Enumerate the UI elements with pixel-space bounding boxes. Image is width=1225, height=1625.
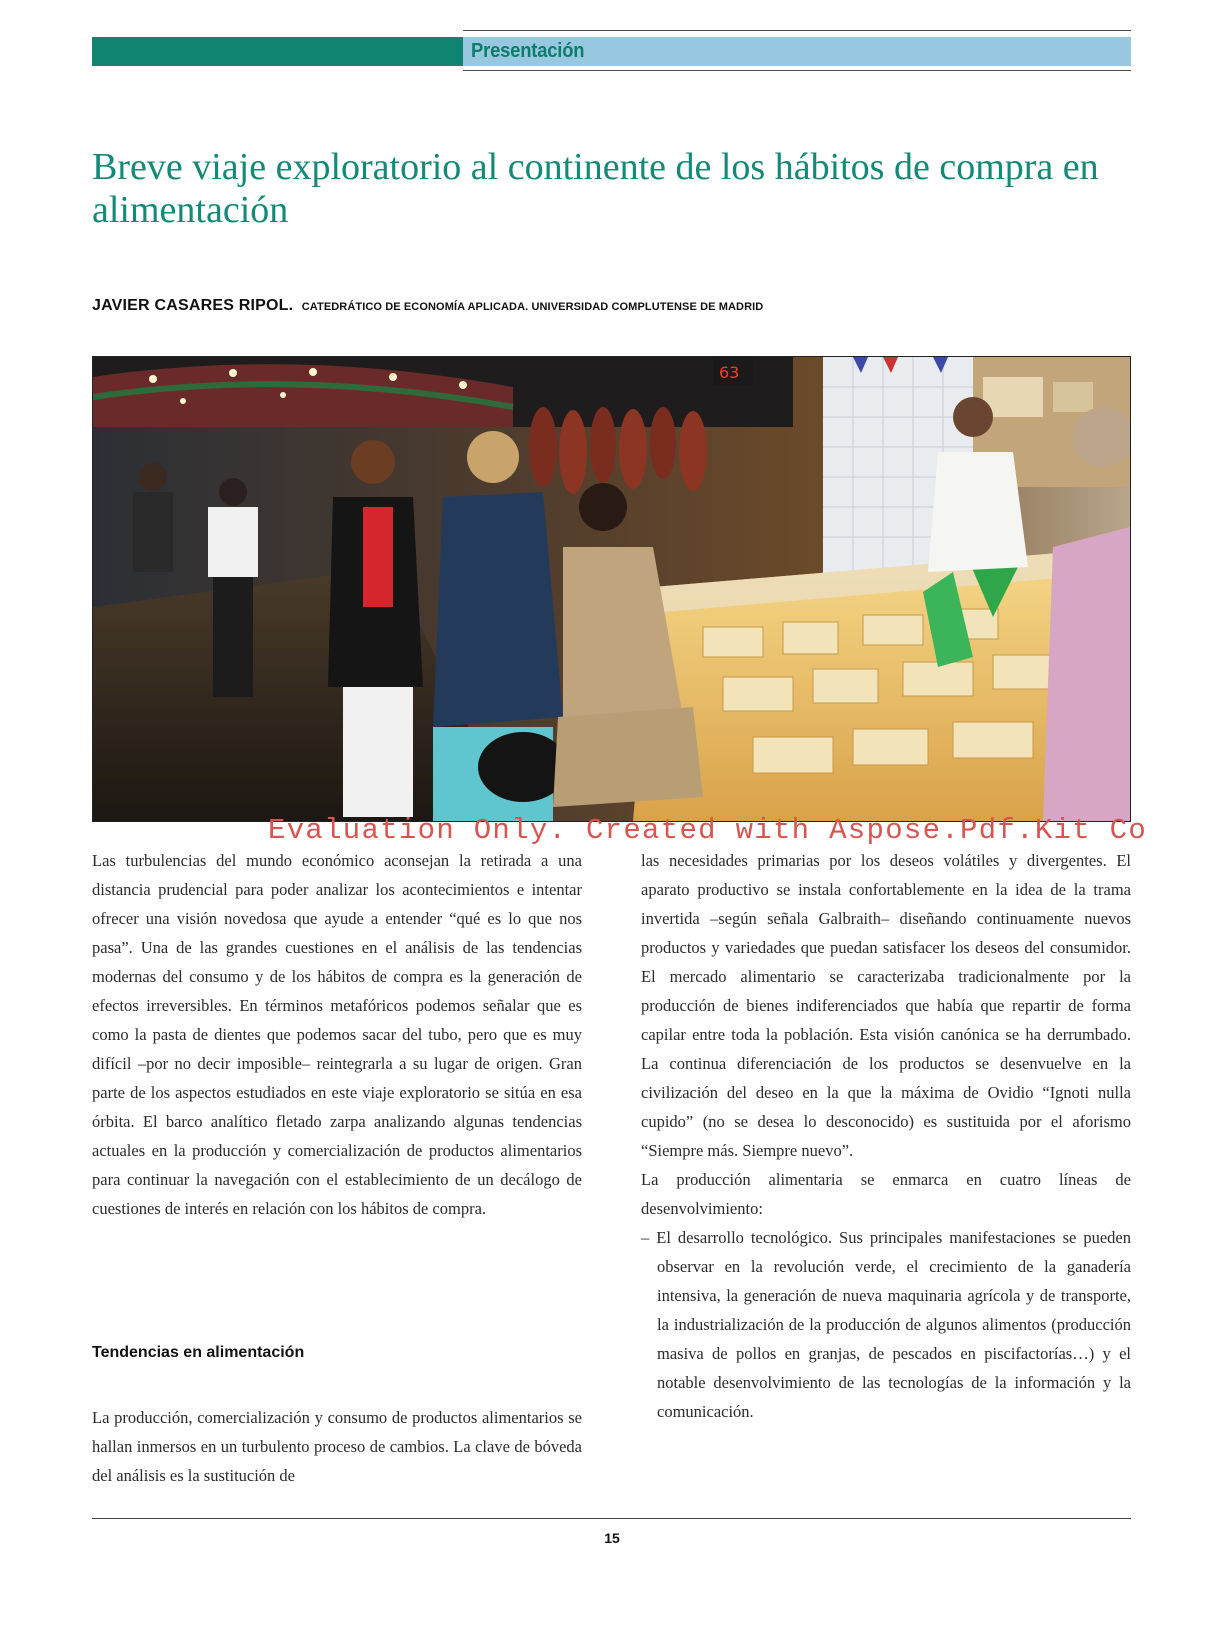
left-column bbox=[92, 846, 582, 1223]
right-paragraph-1: las necesidades primarias por los deseos volátiles y divergentes. El aparato productivo se instala confortablemente en la idea de la trama invertida –según señala Galbraith– diseñando continuamente nuevos productos y variedades que puedan satisfacer los deseos del consumidor. El mercado alimentario se caracterizaba tradicionalmente por la producción de bienes indiferenciados que había que repartir de forma capilar entre toda la población. Esta visión canónica se ha derrumbado. La continua diferenciación de los productos se desenvuelve en la civilización del deseo en la que la máxima de Ovidio “Ignoti nulla cupido” (no se desea lo desconocido) es sustituida por el aforismo “Siempre más. Siempre nuevo”. bbox=[641, 851, 1131, 1160]
header-rule-bottom bbox=[463, 70, 1131, 71]
market-photo bbox=[92, 356, 1131, 822]
intro-paragraph: Las turbulencias del mundo económico aconsejan la retirada a una distancia prudencial para poder analizar los acontecimientos e intentar ofrecer una visión novedosa que ayude a entender “qué es lo que nos pasa”. Una de las grandes cuestiones en el análisis de las tendencias modernas del consumo y de los hábitos de compra es la generación de efectos irreversibles. En términos metafóricos podemos señalar que es como la pasta de dientes que podemos sacar del tubo, pero que es muy difícil –por no decir imposible– reintegrarla a su lugar de origen. Gran parte de los aspectos estudiados en este viaje exploratorio se sitúa en esa órbita. El barco analítico fletado zarpa analizando algunas tendencias actuales en la producción y comercialización de productos alimentarios para continuar la navegación con el establecimiento de un decálogo de cuestiones de interés en relación con los hábitos de compra. bbox=[92, 851, 582, 1218]
author-name: JAVIER CASARES RIPOL. bbox=[92, 297, 294, 314]
byline bbox=[92, 297, 763, 315]
right-column bbox=[641, 846, 1131, 1426]
left-column-lower bbox=[92, 1403, 582, 1490]
page-number: 15 bbox=[604, 1530, 620, 1546]
article-title: Breve viaje exploratorio al continente de los hábitos de compra en alimentación bbox=[92, 146, 1099, 231]
footer-rule bbox=[92, 1518, 1131, 1519]
section-heading: Tendencias en alimentación bbox=[92, 1344, 305, 1361]
section-label: Presentación bbox=[471, 40, 585, 62]
header-green-band bbox=[92, 37, 463, 66]
author-affiliation: CATEDRÁTICO DE ECONOMÍA APLICADA. UNIVERSIDAD COMPLUTENSE DE MADRID bbox=[301, 301, 764, 313]
right-paragraph-2: La producción alimentaria se enmarca en cuatro líneas de desenvolvimiento: bbox=[641, 1170, 1131, 1218]
photo-counter-sign: 63 bbox=[719, 363, 740, 382]
list-item: – El desarrollo tecnológico. Sus principales manifestaciones se pueden observar en la revolución verde, el crecimiento de la ganadería intensiva, la generación de nueva maquinaria agrícola y de transporte, la industrialización de la producción de algunos alimentos (producción masiva de pollos en granjas, de pescados en piscifactorías…) y el notable desenvolvimiento de las tecnologías de la información y la comunicación. bbox=[641, 1228, 1131, 1421]
watermark-text: Evaluation Only. Created with Aspose.Pdf.Kit Co bbox=[268, 814, 1148, 847]
section-paragraph: La producción, comercialización y consumo de productos alimentarios se hallan inmersos en un turbulento proceso de cambios. La clave de bóveda del análisis es la sustitución de bbox=[92, 1408, 582, 1485]
header-rule-top bbox=[463, 30, 1131, 31]
